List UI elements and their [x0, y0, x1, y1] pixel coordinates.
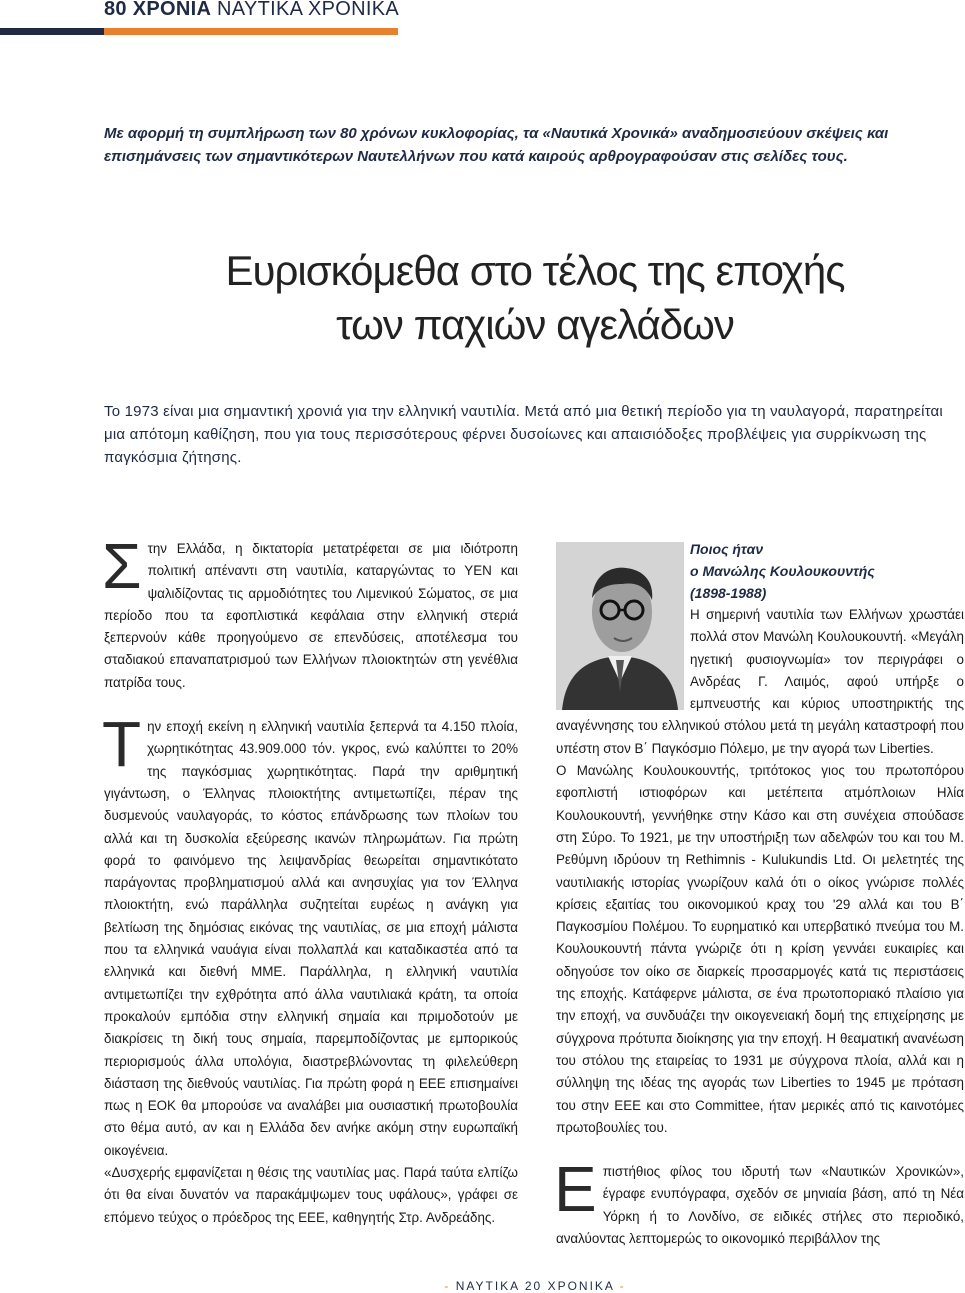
portrait-illustration	[556, 542, 684, 710]
paragraph-1	[102, 530, 518, 694]
portrait-photo	[556, 542, 684, 710]
page-number: 20	[524, 1279, 543, 1293]
footer-dash-left: -	[444, 1279, 451, 1293]
dropcap-sigma: Σ	[102, 530, 142, 602]
header-bar-orange	[104, 28, 398, 35]
section-header	[104, 0, 399, 21]
intro-text: Με αφορμή τη συμπλήρωση των 80 χρόνων κυκλοφορίας, τα «Ναυτικά Χρονικά» αναδημοσιεύουν σκέψεις και επισημάνσεις των σημαντικότερων Ναυτελλήνων που κατά καιρούς αρθρογραφούσαν στις σελίδες τους.	[104, 125, 889, 165]
footer-dash-right: -	[619, 1279, 626, 1293]
paragraph-2-text: ην εποχή εκείνη η ελληνική ναυτιλία ξεπερνά τα 4.150 πλοία, χωρητικότητας 43.909.000 τόν. γκρος, ενώ καλύπτει το 20% της παγκόσμιας χωρητικότητας. Παρά την αριθμητική γιγάντωση, ο Έλληνας πλοιοκτήτης αντιμετωπίζει, πέραν της δυσμενούς ναυλαγοράς, το κόστος επάνδρωσης των πλοίων του αλλά και τη δυσκολία εξεύρεσης ικανών πληρωμάτων. Για πρώτη φορά το φαινόμενο της λειψανδρίας θεωρείται σημαντικότατο παράγοντας προβληματισμού αλλά και ανησυχίας για τον Έλληνα πλοιοκτήτη, ενώ παράλληλα συζητείται ευρέως η ανάγκη για βελτίωση της δημόσιας εικόνας της ναυτιλίας, σε μια εποχή μάλιστα που τα ελληνικά ναυάγια είναι πολλαπλά και καταδικαστέα από τα ελληνικά και διεθνή ΜΜΕ. Παράλληλα, η ελληνική ναυτιλία αντιμετωπίζει την εχθρότητα από άλλα ναυτιλιακά κράτη, τα οποία προκαλούν εμπόδια στην ελληνική σημαία και πριμοδοτούν με διακρίσεις τη δική τους σημαία, παρεμποδίζοντας με εμπορικούς περιορισμούς άλλα υπολόγια, διαστρεβλώνοντας τη φιλελεύθερη διάσταση της διεθνούς ναυτιλίας. Για πρώτη φορά η ΕΕΕ επισημαίνει πως η ΕΟΚ θα μπορούσε να αναλάβει μια ουσιαστική πρωτοβουλία στο θέμα αυτό, αν και η Ελλάδα δεν ανήκε ακόμη στην ευρωπαϊκή οικογένεια.	[104, 719, 518, 1158]
headline-line-2: των παχιών αγελάδων	[336, 301, 734, 348]
article-lede: Το 1973 είναι μια σημαντική χρονιά για την ελληνική ναυτιλία. Μετά από μια θετική περίοδο για τη ναυλαγορά, παρατηρείται μια απότομη καθίζηση, που για τους περισσότερους φέρνει δυσοίωνες και απαισιόδοξες προβλέψεις για συρρίκνωση της παγκόσμια ζήτησης.	[104, 403, 943, 466]
paragraph-1-text: την Ελλάδα, η δικτατορία μετατρέφεται σε μια ιδιότροπη πολιτική απέναντι στη ναυτιλία, καταργώντας το ΥΕΝ και ψαλιδίζοντας τις αρμοδιότητες του Λιμενικού Σώματος, σε μια περίοδο που τα εφοπλιστικά κεφάλαια στην ελληνική στεριά ξεπερνούν κάθε προηγούμενο σε επενδύσεις, αποτέλεσμα του σταδιακού επαναπατρισμού των Ελλήνων πλοιοκτητών στη γενέθλια πατρίδα τους.	[104, 541, 518, 690]
bio-paragraph-2: Ο Μανώλης Κουλουκουντής, τριτότοκος γιος του πρωτοπόρου εφοπλιστή ιστιοφόρων και μετέπειτα ατμόπλοιων Ηλία Κουλουκουντή, γεννήθηκε στην Κάσο και στη συνέχεια σπούδασε στη Σύρο. Το 1921, με την υποστήριξη των αδελφών του και του Μ. Ρεθύμνη ιδρύουν τη Rethimnis - Kulukundis Ltd. Οι μελετητές της ναυτιλιακής ιστορίας γνωρίζουν καλά ότι ο οίκος γνώρισε πολλές κρίσεις εξαιτίας του οικονομικού κραχ του '29 αλλά και του Β΄ Παγκοσμίου Πολέμου. Το ευρηματικό και υπερβατικό πνεύμα του Μ. Κουλουκουντή πάντα γνώριζε ότι η κρίση γεννάει ευκαιρίες και οδηγούσε τον οίκο σε διαρκείς προσαρμογές κατά τις περιστάσεις της εποχής. Κατάφερνε μάλιστα, σε ένα πρωτοποριακό πλαίσιο για την εποχή, να συνδυάζει την οικογενειακή δομή της επιχείρησης με σύγχρονα πρότυπα διοίκησης για την εποχή. Η θεαματική ανανέωση του στόλου της εταιρείας το 1931 με σύγχρονα πλοία, αλλά και η σύλληψη της ιδέας της αγοράς των Liberties το 1945 με πρόταση του στην ΕΕΕ και στο Committee, ήταν μερικές από τις καινοτόμες πρωτοβουλίες του.	[556, 763, 964, 1135]
dropcap-tau: Τ	[102, 708, 142, 781]
left-column	[102, 530, 518, 1229]
bio-title-2: ο Μανώλης Κουλουκουντής	[690, 563, 875, 579]
footer-magazine-left: ΝΑΥΤΙΚΑ	[455, 1279, 520, 1293]
bio-title-1: Ποιος ήταν	[690, 541, 764, 557]
footer-magazine-right: ΧΡΟΝΙΚΑ	[547, 1279, 615, 1293]
section-header-bold: 80 ΧΡΟΝΙΑ	[104, 0, 212, 20]
paragraph-3: «Δυσχερής εμφανίζεται η θέσις της ναυτιλίας μας. Παρά ταύτα ελπίζω ότι θα είναι δυνατόν να παρακάμψωμεν τους υφάλους», γράφει σε επόμενο τεύχος ο πρόεδρος της ΕΕΕ, καθηγητής Στρ. Ανδρεάδης.	[104, 1165, 518, 1225]
dropcap-epsilon: Ε	[554, 1153, 597, 1226]
paragraph-2	[102, 708, 518, 1162]
section-header-rest: ΝΑΥΤΙΚΑ ΧΡΟΝΙΚΑ	[217, 0, 400, 20]
article-headline	[0, 244, 965, 352]
headline-line-1: Ευρισκόμεθα στο τέλος της εποχής	[225, 247, 845, 294]
bio-paragraph-1: Η σημερινή ναυτιλία των Ελλήνων χρωστάει πολλά στον Μανώλη Κουλουκουντή. «Μεγάλη ηγετική φυσιογνωμία» τον περιγράφει ο Ανδρέας Γ. Λαιμός, αφού υπήρξε ο εμπνευστής και κύριος υποστηρικτής της αναγέννησης του ελληνικού στόλου μετά τη μεγάλη καταστροφή που υπέστη στον Β΄ Παγκόσμιο Πόλεμο, με την αγορά των Liberties.	[556, 607, 964, 756]
paragraph-epistithios-text: πιστήθιος φίλος του ιδρυτή των «Ναυτικών Χρονικών», έγραφε ενυπόγραφα, σχεδόν σε μηνιαία βάση, από τη Νέα Υόρκη ή το Λονδίνο, σε ειδικές στήλες στο περιοδικό, αναλύοντας λεπτομερώς το οικονομικό περιβάλλον της	[556, 1164, 964, 1247]
paragraph-epistithios	[554, 1153, 964, 1250]
header-bar-navy	[0, 28, 104, 35]
right-column	[556, 538, 964, 1250]
bio-title-3: (1898-1988)	[690, 585, 767, 601]
